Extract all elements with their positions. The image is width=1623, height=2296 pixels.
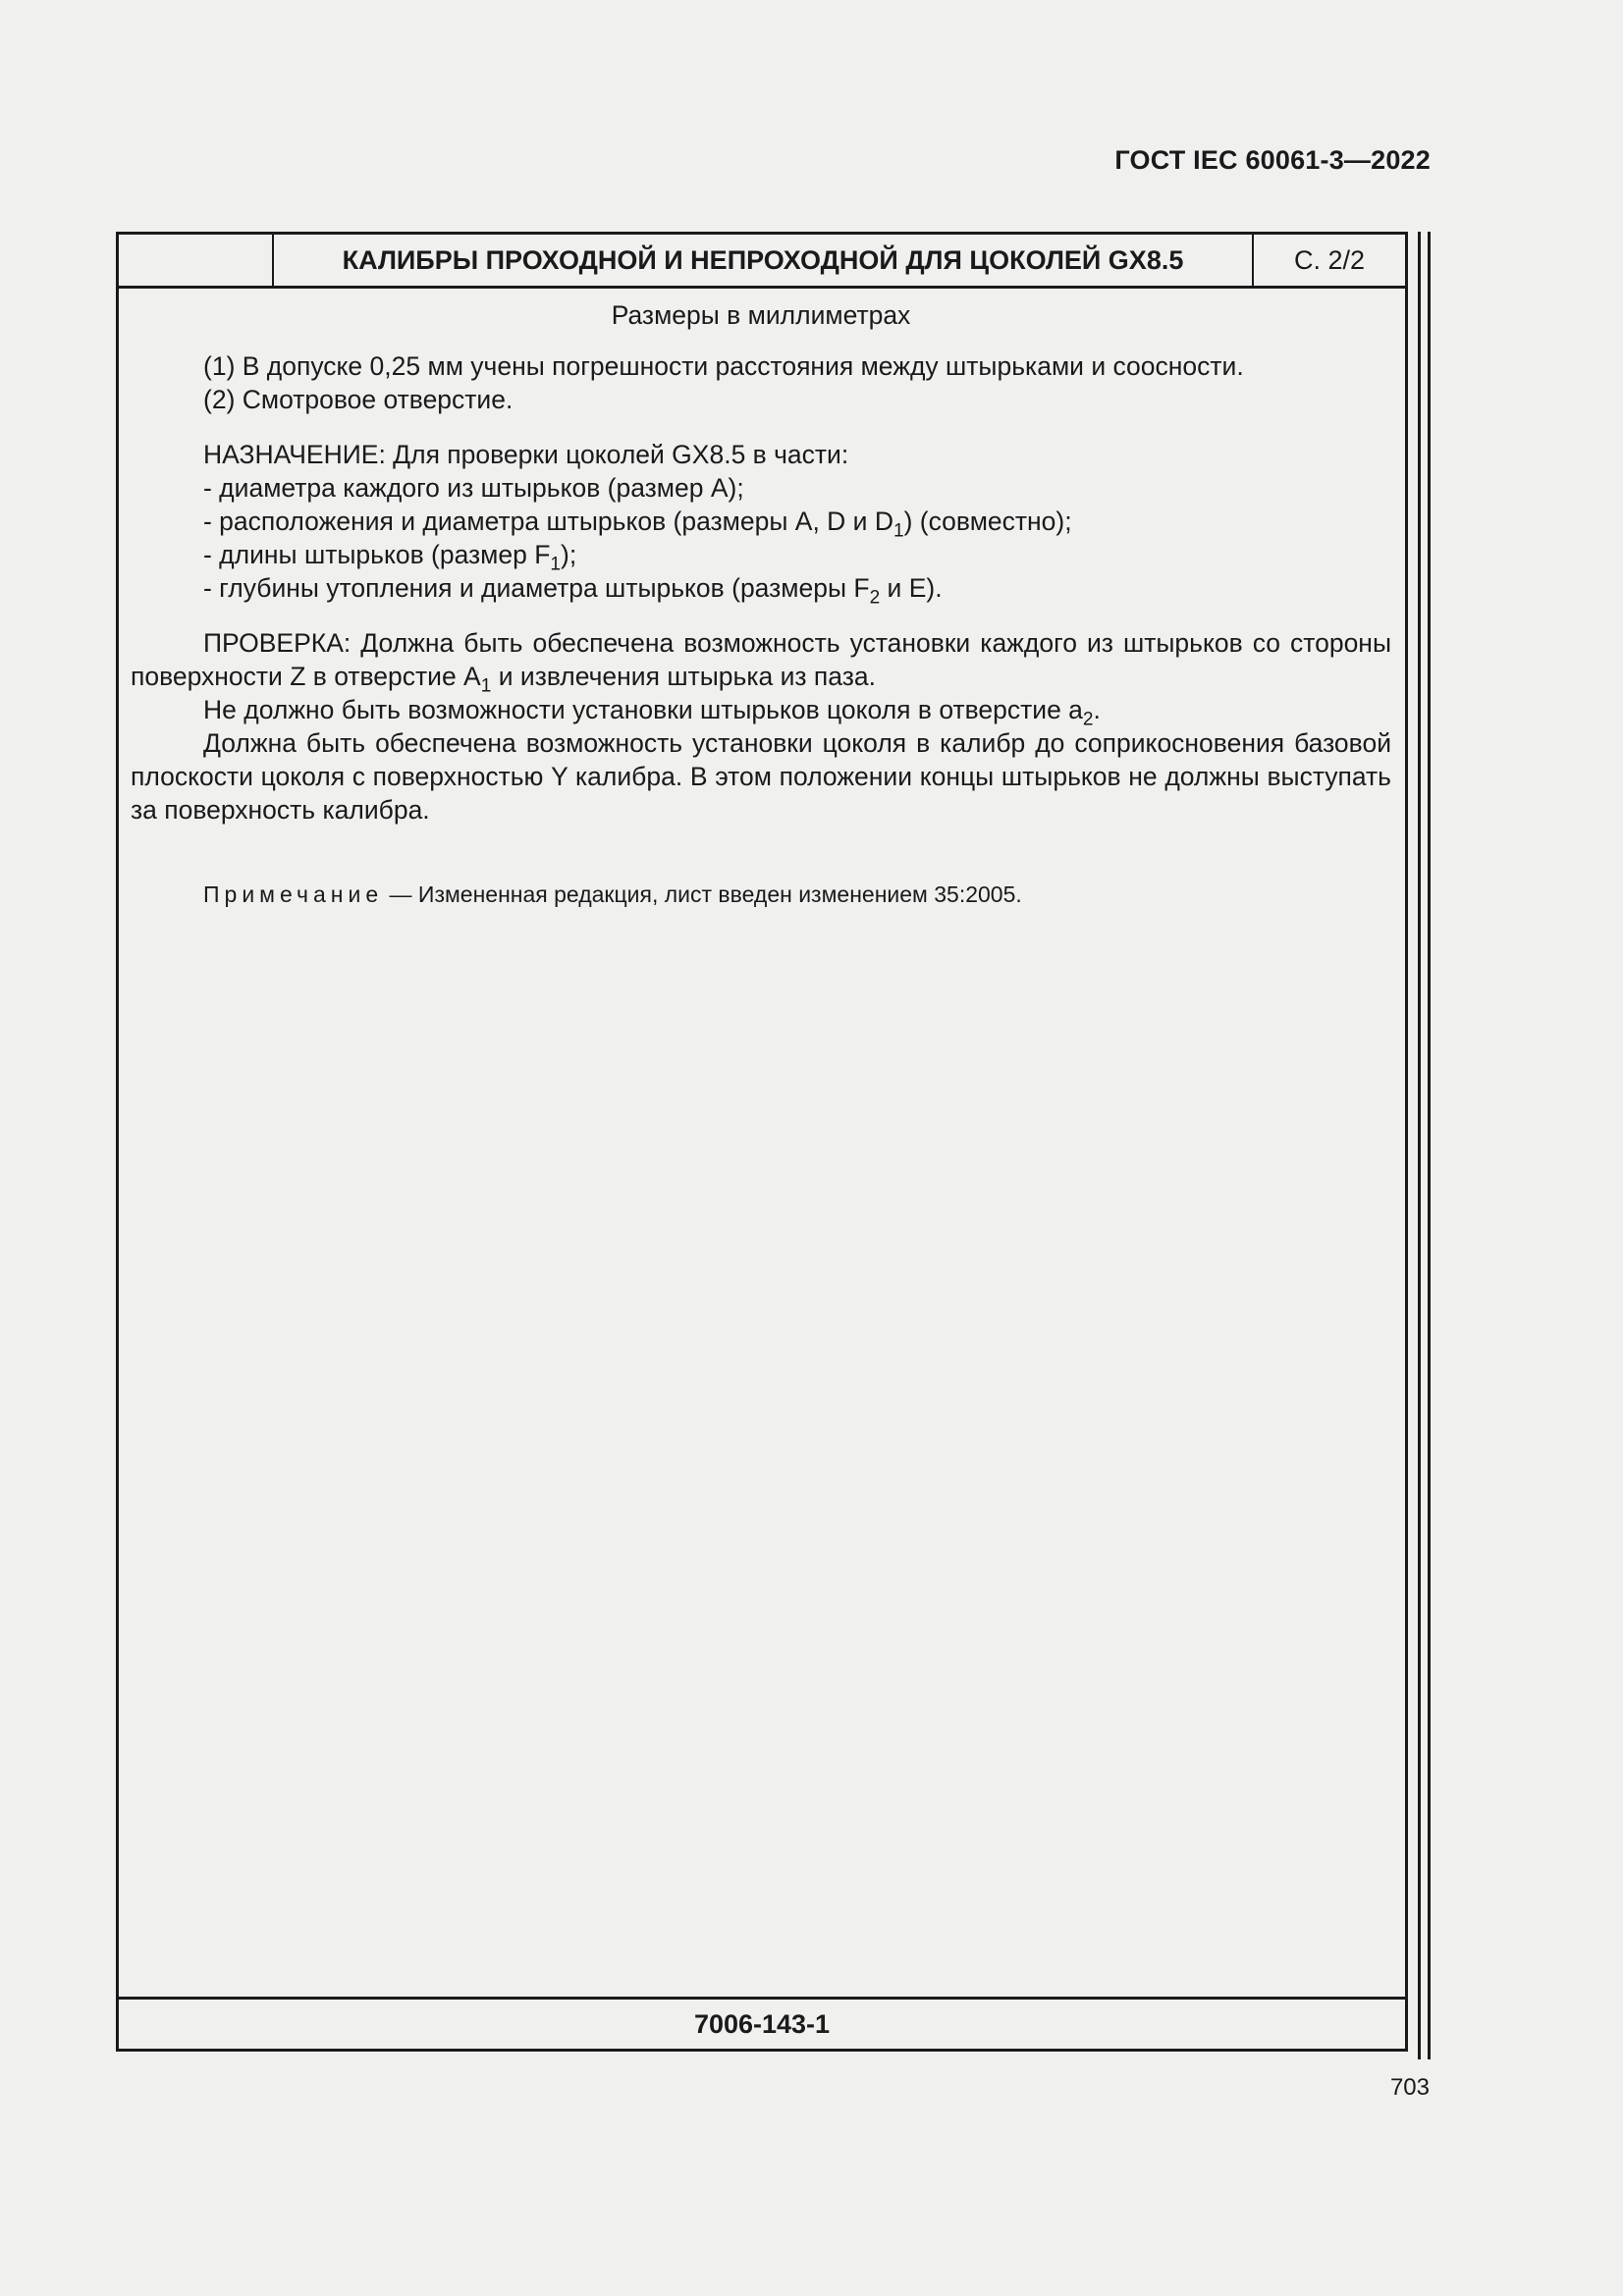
check-2-subscript: 2: [1082, 709, 1094, 730]
purpose-item-3-tail: );: [561, 540, 577, 569]
purpose-item-2-text: - расположения и диаметра штырьков (размеры A, D и D: [203, 507, 893, 536]
check-1-tail: и извлечения штырька из паза.: [491, 662, 876, 691]
sheet-content: [119, 289, 1405, 911]
page-number: 703: [1389, 2074, 1430, 2101]
check-paragraph-2: [131, 693, 1391, 730]
purpose-item-3: [131, 538, 1391, 575]
check-paragraph-1: [131, 626, 1391, 697]
purpose-item-1: - диаметра каждого из штырьков (размер A);: [203, 473, 744, 503]
remark-text: — Измененная редакция, лист введен изменением 35:2005.: [383, 881, 1022, 907]
gauge-sheet: [116, 232, 1408, 2052]
units-caption: Размеры в миллиметрах: [611, 300, 911, 330]
check-2-text: Не должно быть возможности установки штырьков цоколя в отверстие a: [203, 695, 1083, 724]
purpose-item-4: [131, 571, 1391, 609]
tolerance-note: (1) В допуске 0,25 мм учены погрешности расстояния между штырьками и соосности.: [203, 351, 1244, 381]
margin-line-outer: [1428, 232, 1431, 2059]
check-1-text: ПРОВЕРКА: Должна быть обеспечена возможность установки каждого из штырьков со стороны поверхности Z в отверстие A: [131, 628, 1391, 691]
check-1-subscript: 1: [480, 675, 492, 697]
purpose-item-4-subscript: 2: [869, 587, 881, 609]
purpose-item-2: [131, 505, 1391, 542]
purpose-item-4-tail: и E).: [880, 573, 943, 603]
sight-hole-note: (2) Смотровое отверстие.: [203, 385, 514, 414]
sheet-title: КАЛИБРЫ ПРОХОДНОЙ И НЕПРОХОДНОЙ ДЛЯ ЦОКОЛЕЙ GX8.5: [274, 235, 1254, 286]
margin-line-inner: [1418, 232, 1421, 2059]
standard-designation: ГОСТ IEC 60061-3—2022: [1114, 145, 1431, 175]
purpose-intro: НАЗНАЧЕНИЕ: Для проверки цоколей GX8.5 в части:: [203, 440, 849, 469]
remark-label: Примечание: [203, 881, 384, 907]
sheet-code-block: 7006-143-1: [119, 1997, 1405, 2049]
purpose-item-3-text: - длины штырьков (размер F: [203, 540, 551, 569]
title-block: [119, 235, 1405, 289]
sheet-page-indicator: С. 2/2: [1293, 244, 1366, 275]
title-blank-cell: [119, 235, 274, 286]
purpose-item-2-tail: ) (совместно);: [903, 507, 1072, 536]
purpose-item-3-subscript: 1: [550, 554, 562, 575]
check-2-tail: .: [1093, 695, 1101, 724]
check-paragraph-3: Должна быть обеспечена возможность установки цоколя в калибр до соприкосновения базовой плоскости цоколя с поверхностью Y калибра. В этом положении концы штырьков не должны выступать за поверхность калибра.: [131, 728, 1391, 825]
remark: [131, 878, 1391, 911]
purpose-item-2-subscript: 1: [893, 520, 904, 542]
purpose-item-4-text: - глубины утопления и диаметра штырьков (размеры F: [203, 573, 870, 603]
